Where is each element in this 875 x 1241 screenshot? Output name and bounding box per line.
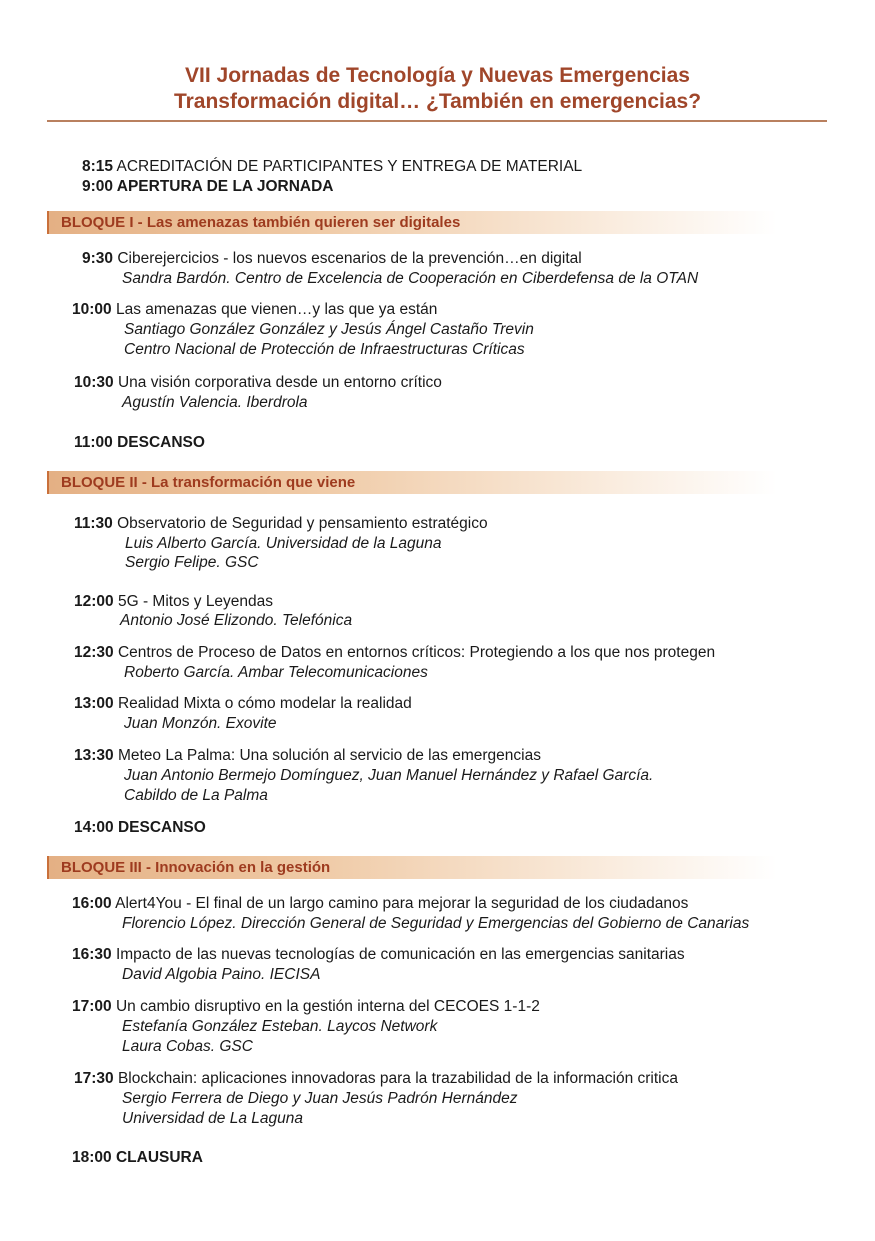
agenda-item bbox=[74, 592, 273, 612]
agenda-title: Impacto de las nuevas tecnologías de comunicación en las emergencias sanitarias bbox=[115, 946, 685, 963]
agenda-time: 12:00 bbox=[74, 593, 114, 610]
agenda-title: APERTURA DE LA JORNADA bbox=[116, 178, 334, 195]
agenda-speaker: Universidad de La Laguna bbox=[122, 1110, 303, 1127]
agenda-speaker: Centro Nacional de Protección de Infraestructuras Críticas bbox=[124, 341, 525, 358]
agenda-speaker: Laura Cobas. GSC bbox=[122, 1038, 253, 1055]
agenda-speaker: Florencio López. Dirección General de Seguridad y Emergencias del Gobierno de Canarias bbox=[122, 915, 750, 932]
agenda-speaker: Luis Alberto García. Universidad de la Laguna bbox=[125, 535, 442, 552]
agenda-title: Realidad Mixta o cómo modelar la realidad bbox=[117, 695, 412, 712]
agenda-item bbox=[82, 157, 582, 177]
agenda-item bbox=[72, 894, 688, 914]
agenda-item bbox=[74, 373, 442, 393]
agenda-speaker: Juan Antonio Bermejo Domínguez, Juan Manuel Hernández y Rafael García. bbox=[124, 767, 654, 784]
agenda-break bbox=[74, 433, 205, 453]
agenda-title: DESCANSO bbox=[117, 819, 206, 836]
agenda-time: 8:15 bbox=[82, 158, 114, 175]
agenda-title: Centros de Proceso de Datos en entornos críticos: Protegiendo a los que nos protegen bbox=[117, 644, 716, 661]
agenda-closing bbox=[72, 1148, 203, 1168]
section-header-bloque-3: BLOQUE III - Innovación en la gestión bbox=[47, 856, 777, 879]
agenda-title: Blockchain: aplicaciones innovadoras para la trazabilidad de la información critica bbox=[117, 1070, 678, 1087]
agenda-title: Observatorio de Seguridad y pensamiento estratégico bbox=[117, 515, 488, 532]
agenda-time: 9:30 bbox=[82, 250, 114, 267]
agenda-item bbox=[72, 997, 540, 1017]
agenda-speaker: Sandra Bardón. Centro de Excelencia de Cooperación en Ciberdefensa de la OTAN bbox=[122, 270, 699, 287]
agenda-item bbox=[82, 177, 334, 197]
agenda-speaker: Roberto García. Ambar Telecomunicaciones bbox=[124, 664, 428, 681]
agenda-title: Una visión corporativa desde un entorno crítico bbox=[117, 374, 442, 391]
agenda-item bbox=[74, 694, 412, 714]
agenda-time: 18:00 bbox=[72, 1149, 112, 1166]
agenda-title: ACREDITACIÓN DE PARTICIPANTES Y ENTREGA DE MATERIAL bbox=[116, 158, 583, 175]
agenda-time: 10:00 bbox=[72, 301, 112, 318]
agenda-item bbox=[74, 514, 488, 534]
section-header-bloque-2: BLOQUE II - La transformación que viene bbox=[47, 471, 777, 494]
title-divider bbox=[47, 120, 827, 122]
agenda-time: 11:30 bbox=[74, 515, 113, 532]
agenda-time: 12:30 bbox=[74, 644, 114, 661]
agenda-item bbox=[72, 300, 437, 320]
agenda-speaker: Santiago González González y Jesús Ángel Castaño Trevin bbox=[124, 321, 534, 338]
agenda-item bbox=[74, 643, 715, 663]
agenda-title: CLAUSURA bbox=[115, 1149, 203, 1166]
agenda-speaker: Sergio Felipe. GSC bbox=[125, 554, 259, 571]
agenda-time: 14:00 bbox=[74, 819, 114, 836]
agenda-time: 16:30 bbox=[72, 946, 112, 963]
agenda-item bbox=[72, 945, 685, 965]
agenda-speaker: David Algobia Paino. IECISA bbox=[122, 966, 321, 983]
agenda-speaker: Sergio Ferrera de Diego y Juan Jesús Padrón Hernández bbox=[122, 1090, 518, 1107]
agenda-item bbox=[74, 746, 541, 766]
agenda-speaker: Agustín Valencia. Iberdrola bbox=[122, 394, 308, 411]
page-subtitle: Transformación digital… ¿También en emergencias? bbox=[173, 90, 702, 113]
section-header-bloque-1: BLOQUE I - Las amenazas también quieren ser digitales bbox=[47, 211, 777, 234]
agenda-item bbox=[82, 249, 582, 269]
agenda-speaker: Estefanía González Esteban. Laycos Network bbox=[122, 1018, 438, 1035]
agenda-speaker: Antonio José Elizondo. Telefónica bbox=[120, 612, 353, 629]
agenda-title: Alert4You - El final de un largo camino para mejorar la seguridad de los ciudadanos bbox=[115, 895, 689, 912]
agenda-title: Las amenazas que vienen…y las que ya están bbox=[115, 301, 438, 318]
agenda-title: Un cambio disruptivo en la gestión interna del CECOES 1-1-2 bbox=[115, 998, 540, 1015]
agenda-speaker: Juan Monzón. Exovite bbox=[124, 715, 277, 732]
agenda-title: DESCANSO bbox=[117, 434, 205, 451]
page-title: VII Jornadas de Tecnología y Nuevas Emergencias bbox=[185, 64, 690, 87]
agenda-time: 10:30 bbox=[74, 374, 114, 391]
agenda-time: 9:00 bbox=[82, 178, 114, 195]
agenda-time: 16:00 bbox=[72, 895, 112, 912]
agenda-speaker: Cabildo de La Palma bbox=[124, 787, 268, 804]
agenda-title: Ciberejercicios - los nuevos escenarios de la prevención…en digital bbox=[117, 250, 582, 267]
agenda-item bbox=[74, 1069, 678, 1089]
agenda-title: Meteo La Palma: Una solución al servicio de las emergencias bbox=[117, 747, 541, 764]
agenda-time: 17:30 bbox=[74, 1070, 114, 1087]
agenda-break bbox=[74, 818, 206, 838]
agenda-time: 13:30 bbox=[74, 747, 114, 764]
agenda-time: 13:00 bbox=[74, 695, 114, 712]
agenda-time: 17:00 bbox=[72, 998, 112, 1015]
agenda-time: 11:00 bbox=[74, 434, 113, 451]
agenda-title: 5G - Mitos y Leyendas bbox=[117, 593, 274, 610]
